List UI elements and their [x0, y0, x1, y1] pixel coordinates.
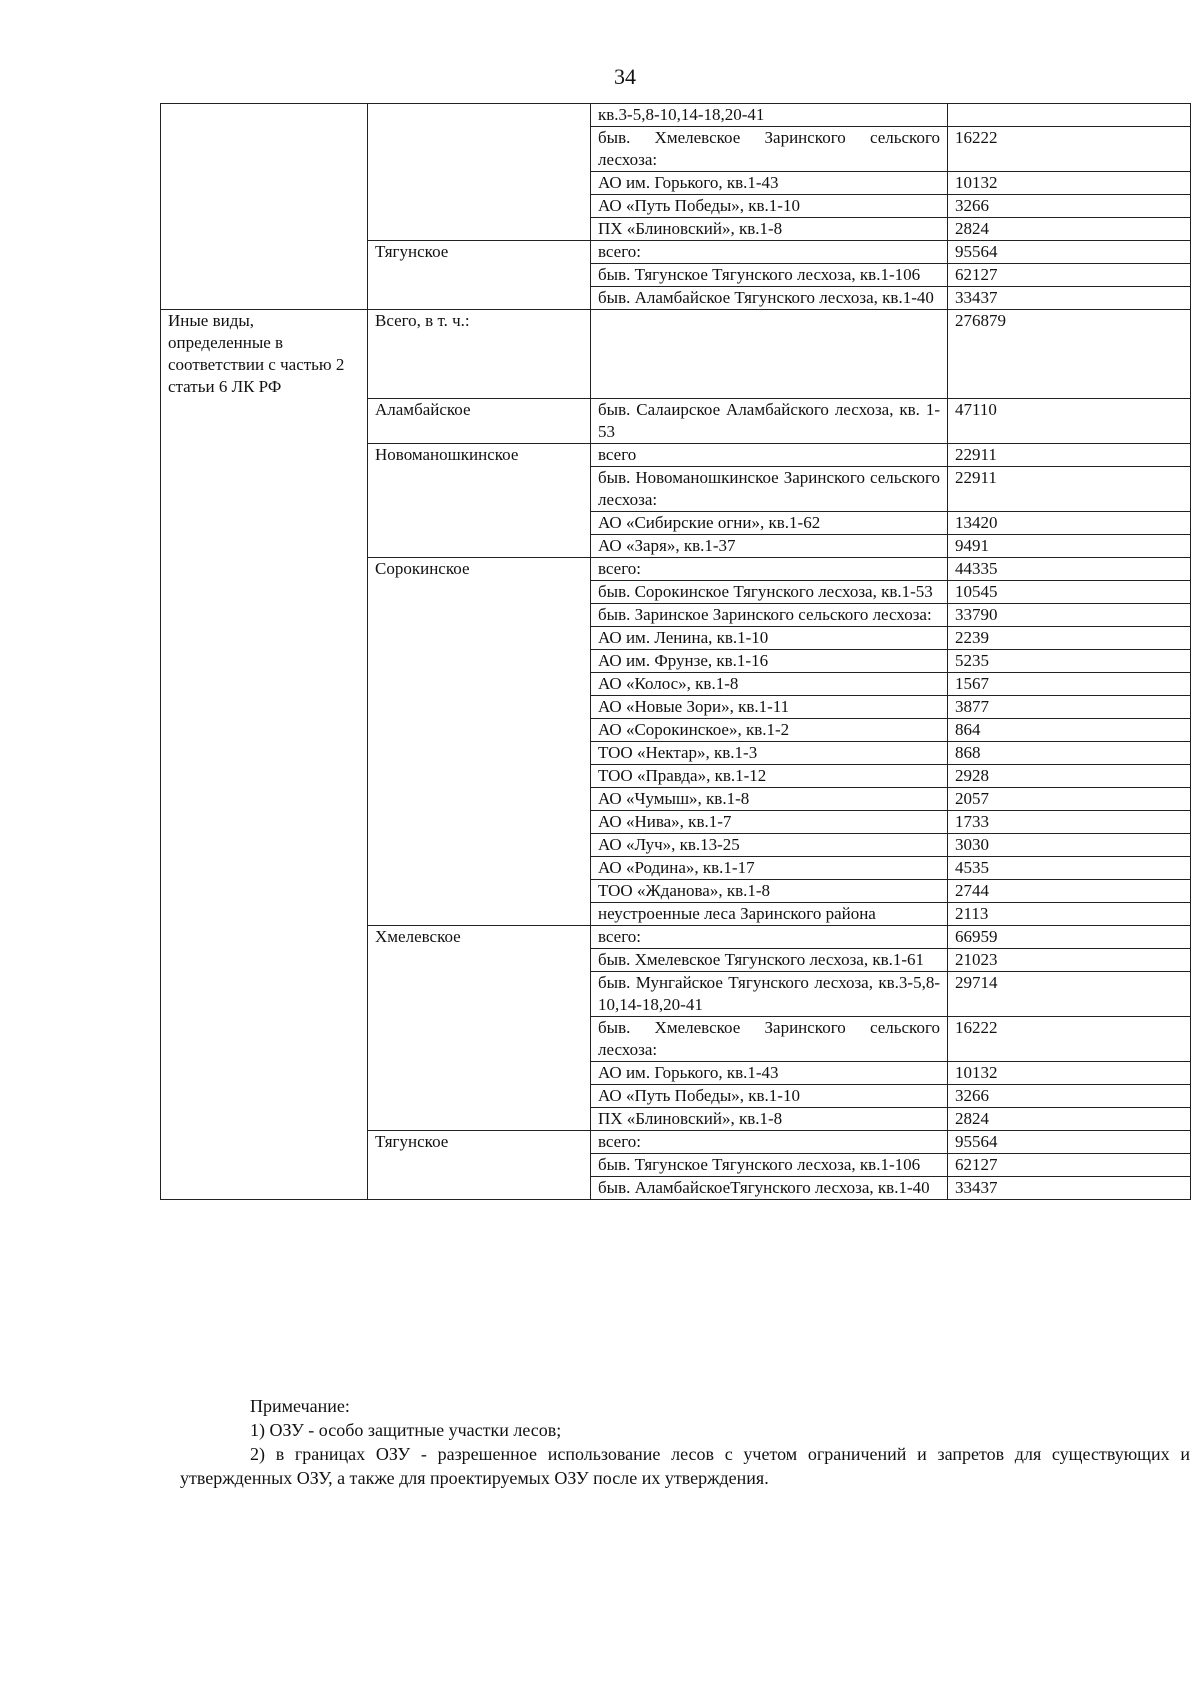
table-row	[161, 1176, 1191, 1199]
table-cell-c3	[591, 310, 948, 399]
table-cell-c4: 66959	[948, 925, 1191, 948]
table-cell-c1	[161, 241, 368, 264]
table-cell-c1	[161, 1130, 368, 1153]
table-row	[161, 764, 1191, 787]
table-cell-c4: 33437	[948, 1176, 1191, 1199]
table-cell-c4: 2057	[948, 787, 1191, 810]
table-cell-c2	[368, 810, 591, 833]
table-cell-c1	[161, 833, 368, 856]
table-cell-c4: 22911	[948, 466, 1191, 511]
table-cell-c4: 9491	[948, 534, 1191, 557]
table-row	[161, 443, 1191, 466]
table-row	[161, 902, 1191, 925]
table-cell-c2	[368, 948, 591, 971]
table-cell-c3: быв. Мунгайское Тягунского лесхоза, кв.3-5,8-10,14-18,20-41	[591, 971, 948, 1016]
table-cell-c1	[161, 902, 368, 925]
table-row	[161, 1107, 1191, 1130]
table-row	[161, 172, 1191, 195]
table-cell-c2: Тягунское	[368, 241, 591, 264]
table-cell-c4: 33437	[948, 287, 1191, 310]
table-cell-c4: 3266	[948, 1084, 1191, 1107]
table-row	[161, 741, 1191, 764]
table-cell-c3: быв. Аламбайское Тягунского лесхоза, кв.1-40	[591, 287, 948, 310]
table-cell-c1	[161, 466, 368, 511]
table-cell-c4: 1567	[948, 672, 1191, 695]
table-cell-c1	[161, 287, 368, 310]
table-row	[161, 1061, 1191, 1084]
table-cell-c4: 16222	[948, 127, 1191, 172]
table-cell-c4: 95564	[948, 241, 1191, 264]
table-cell-c2	[368, 511, 591, 534]
forest-areas-table	[160, 103, 1191, 1200]
table-row	[161, 810, 1191, 833]
table-cell-c2	[368, 287, 591, 310]
table-row	[161, 466, 1191, 511]
table-cell-c3: АО «Колос», кв.1-8	[591, 672, 948, 695]
table-cell-c1	[161, 443, 368, 466]
table-row	[161, 948, 1191, 971]
table-cell-c1	[161, 856, 368, 879]
table-cell-c3: АО «Чумыш», кв.1-8	[591, 787, 948, 810]
table-cell-c2	[368, 1084, 591, 1107]
table-cell-c3: всего:	[591, 925, 948, 948]
table-row	[161, 218, 1191, 241]
table-cell-c2	[368, 218, 591, 241]
table-cell-c3: всего	[591, 443, 948, 466]
table-row	[161, 925, 1191, 948]
table-cell-c3: ПХ «Блиновский», кв.1-8	[591, 1107, 948, 1130]
table-cell-c3: АО «Путь Победы», кв.1-10	[591, 195, 948, 218]
table-cell-c2	[368, 1061, 591, 1084]
table-cell-c2	[368, 195, 591, 218]
table-cell-c1	[161, 741, 368, 764]
table-cell-c2	[368, 902, 591, 925]
table-cell-c1	[161, 511, 368, 534]
table-cell-c1	[161, 127, 368, 172]
table-cell-c1	[161, 787, 368, 810]
table-row	[161, 672, 1191, 695]
table-cell-c4: 868	[948, 741, 1191, 764]
table-cell-c2: Новоманошкинское	[368, 443, 591, 466]
table-row	[161, 879, 1191, 902]
table-cell-c2	[368, 833, 591, 856]
table-cell-c2	[368, 971, 591, 1016]
table-cell-c2	[368, 741, 591, 764]
page-number: 34	[614, 64, 636, 89]
table-row	[161, 557, 1191, 580]
table-cell-c3: АО им. Горького, кв.1-43	[591, 1061, 948, 1084]
table-cell-c1	[161, 1107, 368, 1130]
table-cell-c4: 44335	[948, 557, 1191, 580]
table-cell-c2	[368, 580, 591, 603]
table-cell-c2	[368, 879, 591, 902]
table-row	[161, 241, 1191, 264]
table-cell-c1	[161, 695, 368, 718]
table-cell-c1	[161, 672, 368, 695]
table-cell-c3: быв. Тягунское Тягунского лесхоза, кв.1-106	[591, 1153, 948, 1176]
table-row	[161, 580, 1191, 603]
table-row	[161, 971, 1191, 1016]
table-cell-c3: быв. Хмелевское Заринского сельского лесхоза:	[591, 1016, 948, 1061]
table-cell-c1	[161, 718, 368, 741]
table-cell-c2	[368, 534, 591, 557]
table-cell-c3: ТОО «Жданова», кв.1-8	[591, 879, 948, 902]
table-cell-c1	[161, 879, 368, 902]
table-cell-c3: быв. Хмелевское Заринского сельского лесхоза:	[591, 127, 948, 172]
table-cell-c3: всего:	[591, 1130, 948, 1153]
table-cell-c1: Иные виды, определенные в соответствии с частью 2 статьи 6 ЛК РФ	[161, 310, 368, 399]
table-cell-c2	[368, 264, 591, 287]
table-cell-c4: 13420	[948, 511, 1191, 534]
table-cell-c3: быв. Заринское Заринского сельского лесхоза:	[591, 603, 948, 626]
table-cell-c1	[161, 1016, 368, 1061]
table-row	[161, 833, 1191, 856]
note-item-2: 2) в границах ОЗУ - разрешенное использование лесов с учетом ограничений и запретов для существующих и утвержденных ОЗУ, а также для проектируемых ОЗУ после их утверждения.	[180, 1444, 1190, 1488]
table-cell-c1	[161, 398, 368, 443]
table-cell-c1	[161, 172, 368, 195]
table-cell-c3: ТОО «Правда», кв.1-12	[591, 764, 948, 787]
table-cell-c3: всего:	[591, 241, 948, 264]
table-cell-c2	[368, 695, 591, 718]
table-cell-c4: 3030	[948, 833, 1191, 856]
table-row	[161, 264, 1191, 287]
table-cell-c2	[368, 672, 591, 695]
table-cell-c2: Тягунское	[368, 1130, 591, 1153]
table-cell-c2	[368, 856, 591, 879]
table-cell-c3: АО им. Ленина, кв.1-10	[591, 626, 948, 649]
table-cell-c3: всего:	[591, 557, 948, 580]
table-row	[161, 310, 1191, 399]
table-cell-c3: быв. Тягунское Тягунского лесхоза, кв.1-106	[591, 264, 948, 287]
table-cell-c1	[161, 195, 368, 218]
notes-title: Примечание:	[250, 1396, 350, 1416]
table-cell-c3: АО «Путь Победы», кв.1-10	[591, 1084, 948, 1107]
table-cell-c4: 10132	[948, 1061, 1191, 1084]
table-row	[161, 718, 1191, 741]
table-row	[161, 127, 1191, 172]
table-cell-c1	[161, 810, 368, 833]
table-cell-c4: 276879	[948, 310, 1191, 399]
table-cell-c3: АО «Луч», кв.13-25	[591, 833, 948, 856]
table-cell-c1	[161, 557, 368, 580]
table-cell-c1	[161, 580, 368, 603]
table-cell-c3: быв. АламбайскоеТягунского лесхоза, кв.1-40	[591, 1176, 948, 1199]
table-row	[161, 104, 1191, 127]
table-cell-c3: АО «Нива», кв.1-7	[591, 810, 948, 833]
table-cell-c3: АО «Заря», кв.1-37	[591, 534, 948, 557]
table-cell-c3: кв.3-5,8-10,14-18,20-41	[591, 104, 948, 127]
table-cell-c3: ПХ «Блиновский», кв.1-8	[591, 218, 948, 241]
table-row	[161, 195, 1191, 218]
table-cell-c3: неустроенные леса Заринского района	[591, 902, 948, 925]
table-cell-c1	[161, 603, 368, 626]
table-cell-c3: быв. Сорокинское Тягунского лесхоза, кв.1-53	[591, 580, 948, 603]
table-row	[161, 649, 1191, 672]
table-cell-c1	[161, 534, 368, 557]
table-row	[161, 856, 1191, 879]
table-row	[161, 1130, 1191, 1153]
table-row	[161, 695, 1191, 718]
table-cell-c4: 10132	[948, 172, 1191, 195]
table-cell-c2	[368, 764, 591, 787]
table-row	[161, 1153, 1191, 1176]
table-row	[161, 1084, 1191, 1107]
note-item-1: 1) ОЗУ - особо защитные участки лесов;	[250, 1420, 562, 1440]
table-cell-c3: АО «Сорокинское», кв.1-2	[591, 718, 948, 741]
table-cell-c1	[161, 649, 368, 672]
table-cell-c2: Всего, в т. ч.:	[368, 310, 591, 399]
table-cell-c4: 33790	[948, 603, 1191, 626]
table-cell-c2	[368, 603, 591, 626]
table-row	[161, 398, 1191, 443]
table-cell-c3: АО им. Горького, кв.1-43	[591, 172, 948, 195]
table-cell-c1	[161, 1084, 368, 1107]
table-cell-c2	[368, 626, 591, 649]
table-cell-c3: АО «Сибирские огни», кв.1-62	[591, 511, 948, 534]
table-cell-c1	[161, 1153, 368, 1176]
table-cell-c4: 3877	[948, 695, 1191, 718]
table-cell-c1	[161, 948, 368, 971]
table-cell-c1	[161, 1061, 368, 1084]
notes-section	[180, 1394, 1190, 1490]
table-cell-c3: АО «Родина», кв.1-17	[591, 856, 948, 879]
table-cell-c1	[161, 626, 368, 649]
table-cell-c4: 2824	[948, 1107, 1191, 1130]
table-row	[161, 603, 1191, 626]
table-row	[161, 626, 1191, 649]
table-row	[161, 534, 1191, 557]
table-cell-c2: Сорокинское	[368, 557, 591, 580]
table-cell-c2	[368, 787, 591, 810]
table-cell-c3: ТОО «Нектар», кв.1-3	[591, 741, 948, 764]
table-cell-c1	[161, 925, 368, 948]
table-cell-c1	[161, 104, 368, 127]
table-cell-c3: быв. Новоманошкинское Заринского сельского лесхоза:	[591, 466, 948, 511]
table-cell-c2	[368, 649, 591, 672]
table-cell-c4: 22911	[948, 443, 1191, 466]
table-cell-c4: 4535	[948, 856, 1191, 879]
table-row	[161, 511, 1191, 534]
table-cell-c1	[161, 764, 368, 787]
table-cell-c4: 3266	[948, 195, 1191, 218]
table-cell-c4: 2113	[948, 902, 1191, 925]
table-cell-c2	[368, 1153, 591, 1176]
table-cell-c3: быв. Хмелевское Тягунского лесхоза, кв.1-61	[591, 948, 948, 971]
table-cell-c2	[368, 127, 591, 172]
table-cell-c2	[368, 1016, 591, 1061]
table-body	[161, 104, 1191, 1200]
table-cell-c4: 5235	[948, 649, 1191, 672]
table-cell-c1	[161, 218, 368, 241]
table-cell-c4: 2928	[948, 764, 1191, 787]
table-cell-c3: АО «Новые Зори», кв.1-11	[591, 695, 948, 718]
table-cell-c3: АО им. Фрунзе, кв.1-16	[591, 649, 948, 672]
table-cell-c4: 29714	[948, 971, 1191, 1016]
table-cell-c4: 864	[948, 718, 1191, 741]
table-cell-c4: 2239	[948, 626, 1191, 649]
table-cell-c2	[368, 104, 591, 127]
table-cell-c4: 47110	[948, 398, 1191, 443]
table-cell-c4: 1733	[948, 810, 1191, 833]
table-cell-c2	[368, 718, 591, 741]
table-cell-c2: Хмелевское	[368, 925, 591, 948]
table-cell-c4	[948, 104, 1191, 127]
table-row	[161, 787, 1191, 810]
table-cell-c4: 2824	[948, 218, 1191, 241]
table-cell-c1	[161, 971, 368, 1016]
table-cell-c2	[368, 466, 591, 511]
table-cell-c1	[161, 1176, 368, 1199]
table-row	[161, 287, 1191, 310]
table-row	[161, 1016, 1191, 1061]
table-cell-c2	[368, 1176, 591, 1199]
table-cell-c1	[161, 264, 368, 287]
table-cell-c4: 62127	[948, 264, 1191, 287]
table-cell-c4: 62127	[948, 1153, 1191, 1176]
table-cell-c4: 21023	[948, 948, 1191, 971]
table-cell-c2: Аламбайское	[368, 398, 591, 443]
table-cell-c4: 10545	[948, 580, 1191, 603]
table-cell-c4: 95564	[948, 1130, 1191, 1153]
table-cell-c3: быв. Салаирское Аламбайского лесхоза, кв. 1-53	[591, 398, 948, 443]
table-cell-c2	[368, 172, 591, 195]
table-cell-c4: 2744	[948, 879, 1191, 902]
table-cell-c4: 16222	[948, 1016, 1191, 1061]
table-cell-c2	[368, 1107, 591, 1130]
